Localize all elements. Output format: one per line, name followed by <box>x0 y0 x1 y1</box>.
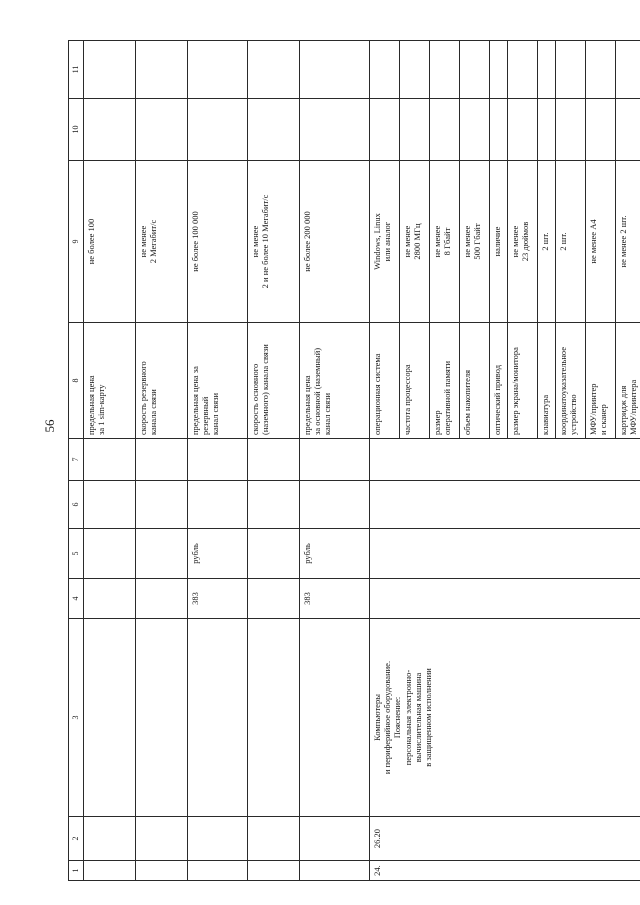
table-row <box>188 41 248 881</box>
cell-6 <box>248 481 300 529</box>
cell-11 <box>430 41 460 99</box>
cell-10 <box>490 99 508 161</box>
characteristic-cell: предельная цена за основной (наземный) канал связи <box>300 323 370 439</box>
header-cell: 11 <box>69 41 84 99</box>
cell-2 <box>300 817 370 861</box>
value-cell: не более 200 000 <box>300 161 370 323</box>
cell-1 <box>248 861 300 881</box>
cell-11 <box>370 41 400 99</box>
value-cell: не менее 2 и не более 10 Мегабит/с <box>248 161 300 323</box>
cell-1 <box>136 861 188 881</box>
note-text: персональная электронно- вычислительная машина в защищенном исполнении <box>402 668 433 767</box>
cell-10 <box>136 99 188 161</box>
characteristic-cell: частота процессора <box>400 323 430 439</box>
characteristic-cell: МФУ/принтер и сканер <box>586 323 616 439</box>
value-cell: не более 100 000 <box>188 161 248 323</box>
cell-11 <box>400 41 430 99</box>
characteristic-cell: картридж для МФУ/принтера <box>616 323 640 439</box>
cell-10 <box>460 99 490 161</box>
characteristic-cell: размер оперативной памяти <box>430 323 460 439</box>
item-description <box>370 619 640 817</box>
cell-10 <box>188 99 248 161</box>
value-cell: Windows, Linux или аналог <box>370 161 400 323</box>
unit-code-cell <box>136 579 188 619</box>
page-number: 56 <box>42 419 57 433</box>
unit-code-cell: 383 <box>300 579 370 619</box>
cell-10 <box>84 99 136 161</box>
value-cell: наличие <box>490 161 508 323</box>
item-title: Компьютеры и периферийное оборудование. <box>372 660 393 775</box>
header-cell: 1 <box>69 861 84 881</box>
characteristic-cell: скорость резервного канала связи <box>136 323 188 439</box>
cell-10 <box>248 99 300 161</box>
characteristic-cell: скорость основного (наземного) канала связи <box>248 323 300 439</box>
value-cell: 2 шт. <box>556 161 586 323</box>
value-cell: не менее 8 Гбайт <box>430 161 460 323</box>
table-body <box>84 41 640 881</box>
cell-7 <box>370 439 640 481</box>
cell-3 <box>248 619 300 817</box>
cell-10 <box>538 99 556 161</box>
header-cell: 8 <box>69 323 84 439</box>
cell-1 <box>84 861 136 881</box>
table-row <box>300 41 370 881</box>
unit-name-cell: рубль <box>300 529 370 579</box>
cell-11 <box>248 41 300 99</box>
cell-2 <box>248 817 300 861</box>
cell-1 <box>300 861 370 881</box>
cell-11 <box>84 41 136 99</box>
cell-11 <box>460 41 490 99</box>
value-cell: не менее 23 дюймов <box>508 161 538 323</box>
unit-name-cell <box>248 529 300 579</box>
value-cell: 2 шт. <box>538 161 556 323</box>
characteristic-cell: предельная цена за резервный канал связи <box>188 323 248 439</box>
cell-7 <box>136 439 188 481</box>
cell-11 <box>586 41 616 99</box>
cell-3 <box>188 619 248 817</box>
header-row <box>69 41 84 881</box>
unit-name-cell: рубль <box>188 529 248 579</box>
cell-11 <box>616 41 640 99</box>
value-cell: не менее 500 Гбайт <box>460 161 490 323</box>
value-cell: не более 100 <box>84 161 136 323</box>
cell-10 <box>508 99 538 161</box>
cell-5 <box>370 529 640 579</box>
header-cell: 9 <box>69 161 84 323</box>
value-cell: не менее 2 Мегабит/с <box>136 161 188 323</box>
cell-6 <box>370 481 640 529</box>
table-row <box>248 41 300 881</box>
cell-10 <box>370 99 400 161</box>
header-cell: 10 <box>69 99 84 161</box>
cell-3 <box>84 619 136 817</box>
characteristic-cell: предельная цена за 1 sim-карту <box>84 323 136 439</box>
table-row <box>84 41 136 881</box>
cell-11 <box>538 41 556 99</box>
cell-7 <box>84 439 136 481</box>
characteristic-cell: объем накопителя <box>460 323 490 439</box>
item-number: 24. <box>370 861 640 881</box>
cell-6 <box>84 481 136 529</box>
characteristic-cell: оптический привод <box>490 323 508 439</box>
cell-10 <box>556 99 586 161</box>
cell-2 <box>84 817 136 861</box>
cell-11 <box>188 41 248 99</box>
unit-name-cell <box>84 529 136 579</box>
header-cell: 2 <box>69 817 84 861</box>
cell-11 <box>490 41 508 99</box>
cell-7 <box>248 439 300 481</box>
rotated-table <box>68 41 639 881</box>
cell-11 <box>508 41 538 99</box>
cell-7 <box>188 439 248 481</box>
characteristic-cell: операционная система <box>370 323 400 439</box>
cell-2 <box>188 817 248 861</box>
cell-3 <box>136 619 188 817</box>
unit-name-cell <box>136 529 188 579</box>
header-cell: 7 <box>69 439 84 481</box>
cell-6 <box>188 481 248 529</box>
cell-10 <box>430 99 460 161</box>
unit-code-cell <box>84 579 136 619</box>
characteristic-cell: клавиатура <box>538 323 556 439</box>
cell-11 <box>556 41 586 99</box>
cell-10 <box>400 99 430 161</box>
cell-1 <box>188 861 248 881</box>
cell-2 <box>136 817 188 861</box>
header-cell: 5 <box>69 529 84 579</box>
header-cell: 3 <box>69 619 84 817</box>
okpd2-code: 26.20 <box>370 817 640 861</box>
value-cell: не менее А4 <box>586 161 616 323</box>
cell-6 <box>300 481 370 529</box>
cell-10 <box>300 99 370 161</box>
cell-11 <box>300 41 370 99</box>
unit-code-cell: 383 <box>188 579 248 619</box>
characteristic-cell: размер экрана/монитора <box>508 323 538 439</box>
table-row <box>136 41 188 881</box>
table-row <box>370 41 400 881</box>
cell-7 <box>300 439 370 481</box>
header-cell: 4 <box>69 579 84 619</box>
cell-10 <box>616 99 640 161</box>
value-cell: не менее 2 шт. <box>616 161 640 323</box>
cell-3 <box>300 619 370 817</box>
cell-10 <box>586 99 616 161</box>
unit-code-cell <box>248 579 300 619</box>
note-label: Пояснение: <box>392 696 403 739</box>
cell-11 <box>136 41 188 99</box>
value-cell: не менее 2800 МГц <box>400 161 430 323</box>
specification-table <box>68 40 640 881</box>
header-cell: 6 <box>69 481 84 529</box>
cell-4 <box>370 579 640 619</box>
cell-6 <box>136 481 188 529</box>
characteristic-cell: координатоуказательное устройство <box>556 323 586 439</box>
